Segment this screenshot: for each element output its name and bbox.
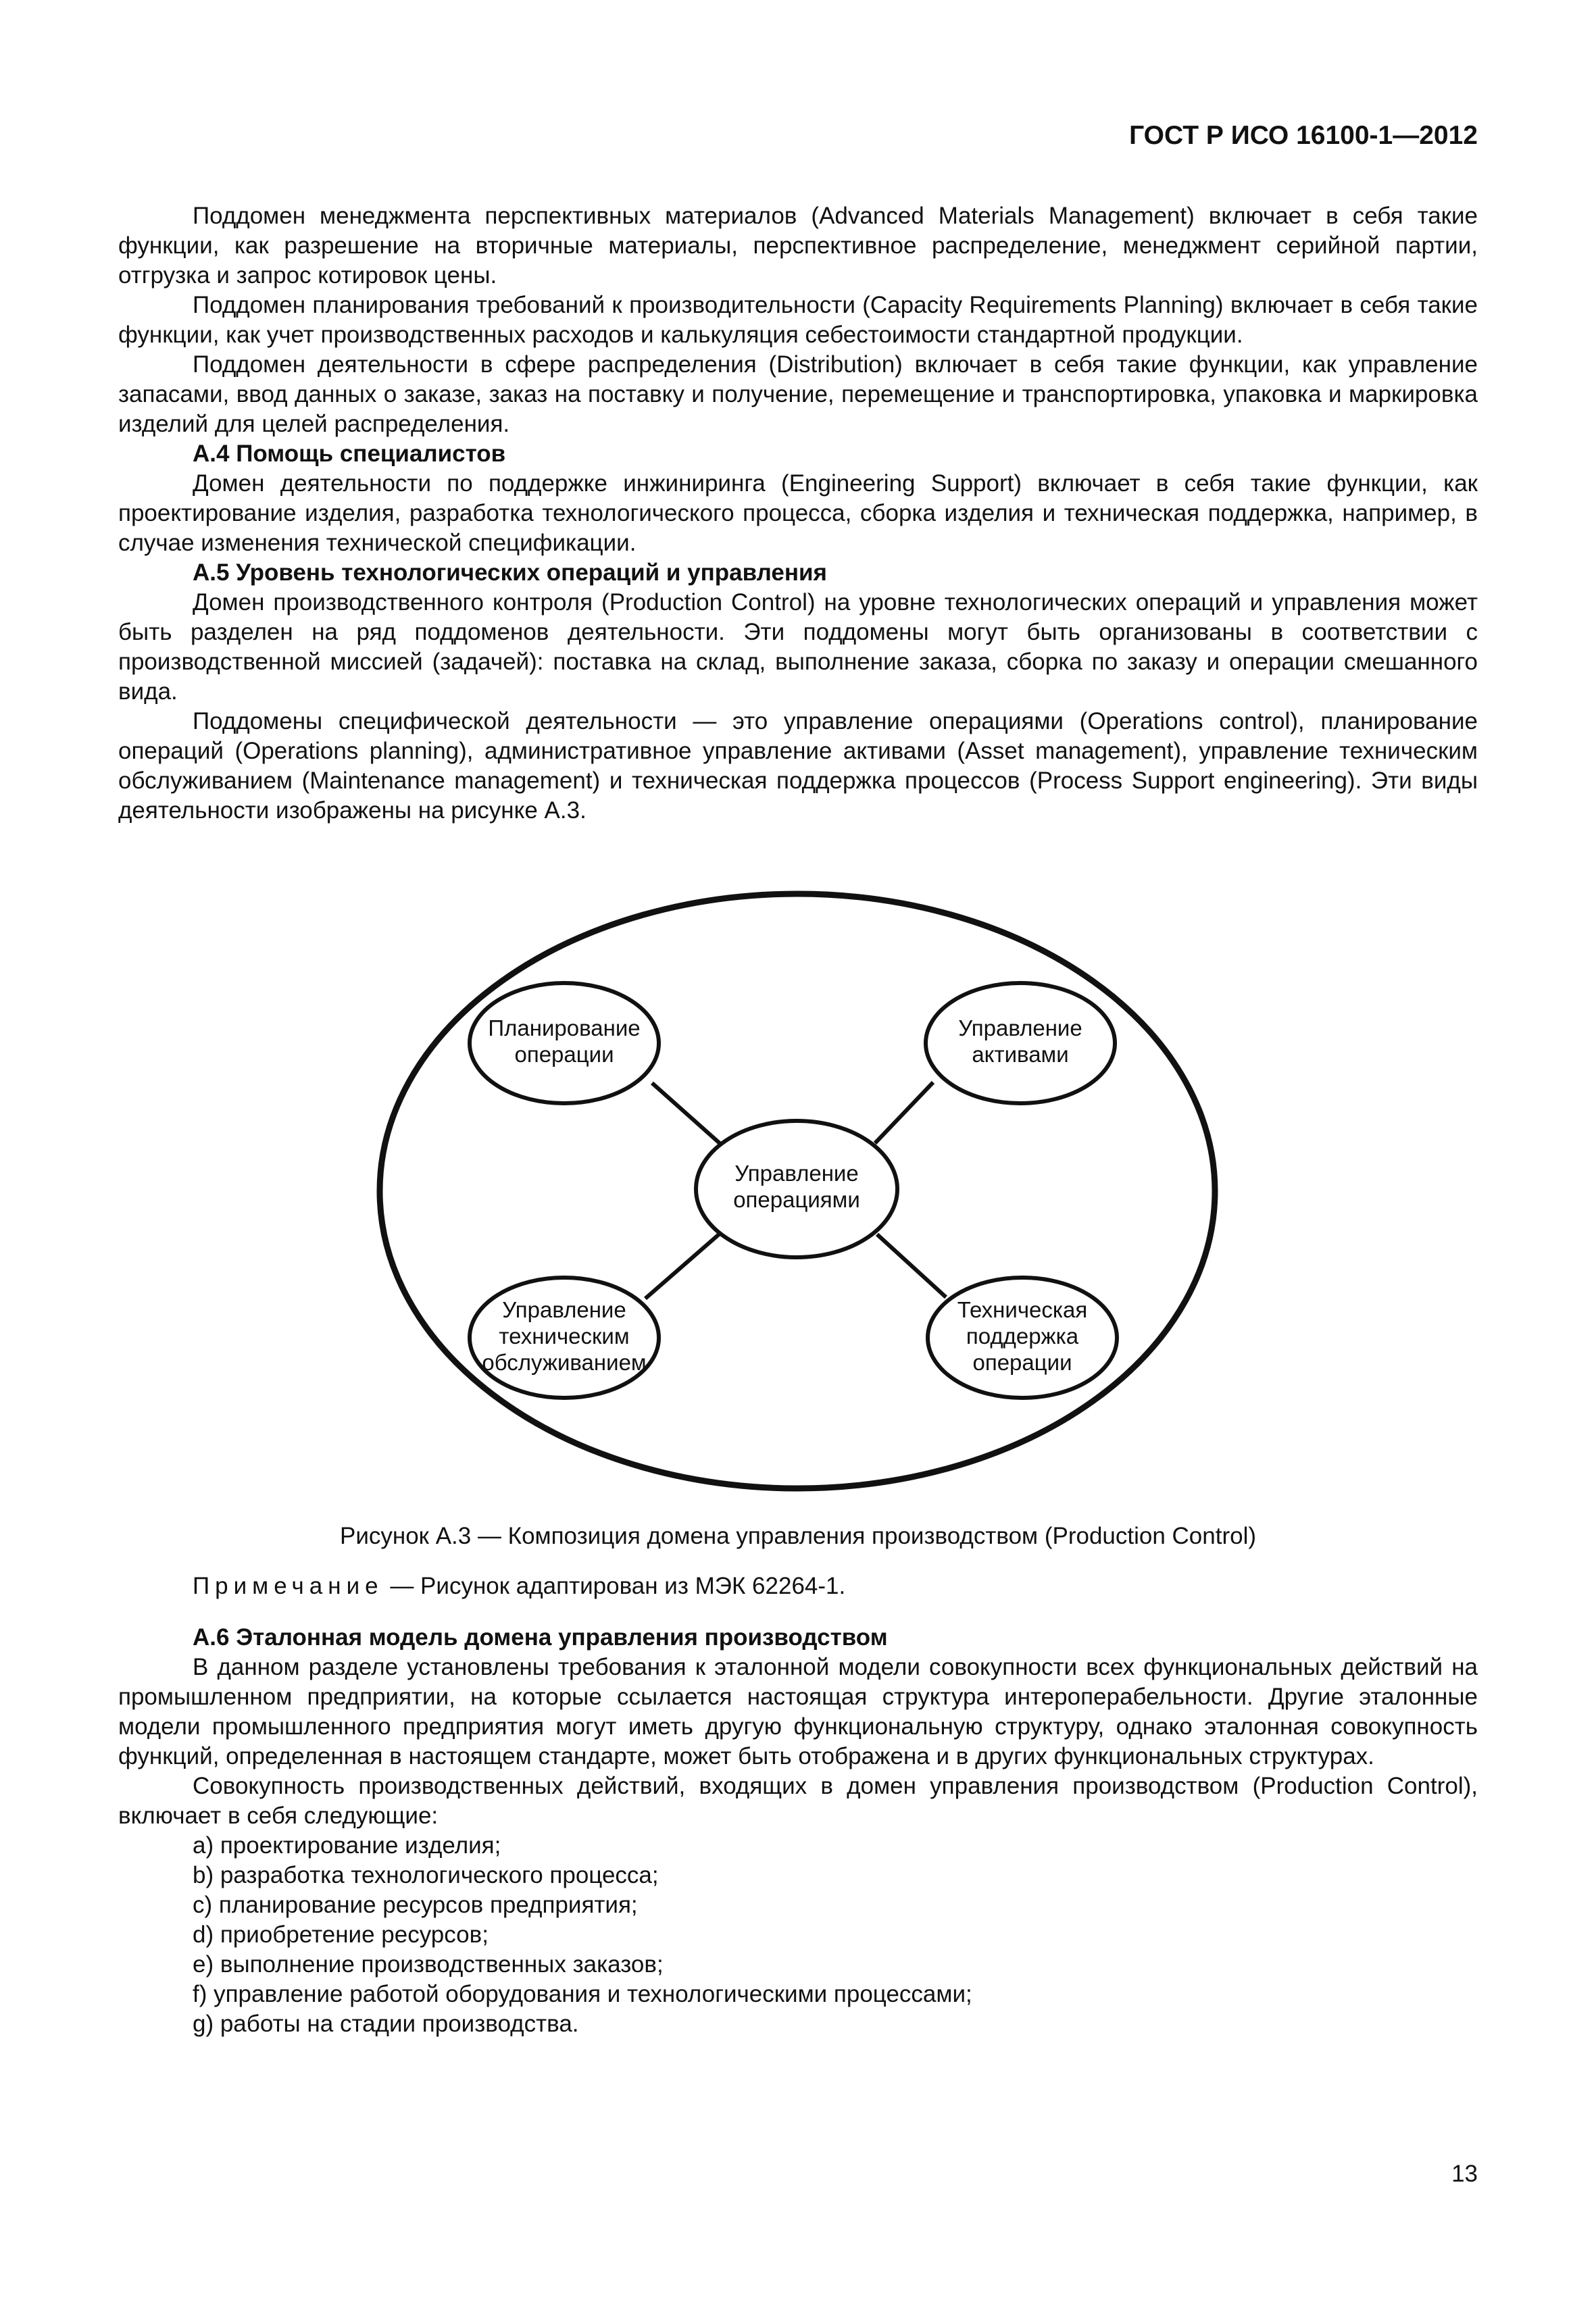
node-maintenance-management-line-3: обслуживанием [482, 1350, 647, 1375]
paragraph-advanced-materials: Поддомен менеджмента перспективных материалов (Advanced Materials Management) включает в себя такие функции, как разрешение на вторичные материалы, перспективное распределение, менеджмент серийной партии, отгрузка и запрос котировок цены. [118, 203, 1478, 288]
paragraph-engineering-support: Домен деятельности по поддержке инжиниринга (Engineering Support) включает в себя такие функции, как проектирование изделия, разработка технологического процесса, сборка изделия и техническая поддержка, например, в случае изменения технической спецификации. [118, 470, 1478, 556]
note [118, 1571, 1478, 1601]
connector-top-right [875, 1082, 933, 1143]
figure-caption: Рисунок А.3 — Композиция домена управления производством (Production Control) [339, 1523, 1257, 1549]
node-process-support-line-2: поддержка [966, 1324, 1079, 1349]
connector-bottom-left [645, 1234, 719, 1299]
node-asset-management-line-1: Управление [958, 1015, 1082, 1040]
paragraph-capacity-planning: Поддомен планирования требований к производительности (Capacity Requirements Planning) включает в себя такие функции, как учет производственных расходов и калькуляция себестоимости стандартной продукции. [118, 292, 1478, 348]
page-number: 13 [1451, 2161, 1478, 2187]
note-lead: Примечание [193, 1573, 384, 1599]
connector-bottom-right [877, 1234, 946, 1297]
node-operations-planning-line-2: операции [514, 1042, 614, 1067]
node-maintenance-management-line-1: Управление [502, 1297, 626, 1322]
node-process-support-line-3: операции [972, 1350, 1072, 1375]
paragraph-reference-model: В данном разделе установлены требования к эталонной модели совокупности всех функциональных действий на промышленном предприятии, на которые ссылается настоящая структура интероперабельности. Другие эталонные модели промышленного предприятия могут иметь другую функциональную структуру, однако эталонная совокупность функций, определенная в настоящем стандарте, может быть отображена и в других функциональных структурах. [118, 1654, 1478, 1769]
bottom-text-section [118, 1623, 1478, 2039]
heading-a5: А.5 Уровень технологических операций и управления [193, 559, 827, 586]
list-item: f) управление работой оборудования и технологическими процессами; [193, 1981, 972, 2007]
node-maintenance-management-line-2: техническим [499, 1324, 630, 1349]
heading-a4: А.4 Помощь специалистов [193, 441, 506, 467]
standard-designation: ГОСТ Р ИСО 16100-1—2012 [1129, 121, 1478, 150]
node-process-support-line-1: Техническая [957, 1297, 1088, 1322]
list-item: a) проектирование изделия; [193, 1832, 501, 1859]
note-text: — Рисунок адаптирован из МЭК 62264-1. [383, 1573, 846, 1599]
node-operations-management-line-1: Управление [734, 1161, 859, 1186]
paragraph-production-actions: Совокупность производственных действий, входящих в домен управления производством (Production Control), включает в себя следующие: [118, 1773, 1478, 1829]
node-operations-planning-line-1: Планирование [488, 1015, 641, 1040]
production-actions-list [118, 1831, 1478, 2039]
figure-a3-diagram [118, 872, 1478, 1507]
paragraph-production-control: Домен производственного контроля (Production Control) на уровне технологических операций и управления может быть разделен на ряд поддоменов деятельности. Эти поддомены могут быть организованы в соответствии с производственной миссией (задачей): поставка на склад, выполнение заказа, сборка по заказу и операции смешанного вида. [118, 589, 1478, 705]
list-item: e) выполнение производственных заказов; [193, 1951, 664, 1978]
domain-composition-diagram [118, 872, 1478, 1507]
paragraph-distribution: Поддомен деятельности в сфере распределения (Distribution) включает в себя такие функции, как управление запасами, ввод данных о заказе, заказ на поставку и получение, перемещение и транспортировка, упаковка и маркировка изделий для целей распределения. [118, 351, 1478, 437]
top-text-section [118, 201, 1478, 826]
list-item: b) разработка технологического процесса; [193, 1862, 659, 1888]
list-item: c) планирование ресурсов предприятия; [193, 1892, 638, 1918]
node-asset-management-line-2: активами [972, 1042, 1069, 1067]
connector-top-left [652, 1083, 720, 1143]
heading-a6: А.6 Эталонная модель домена управления производством [193, 1624, 888, 1651]
list-item: g) работы на стадии производства. [193, 2011, 579, 2037]
list-item: d) приобретение ресурсов; [193, 1921, 489, 1948]
paragraph-subdomains: Поддомены специфической деятельности — это управление операциями (Operations control), планирование операций (Operations planning), административное управление активами (Asset management), управление техническим обслуживанием (Maintenance management) и техническая поддержка процессов (Process Support engineering). Эти виды деятельности изображены на рисунке А.3. [118, 708, 1478, 824]
node-operations-management-line-2: операциями [733, 1187, 860, 1212]
